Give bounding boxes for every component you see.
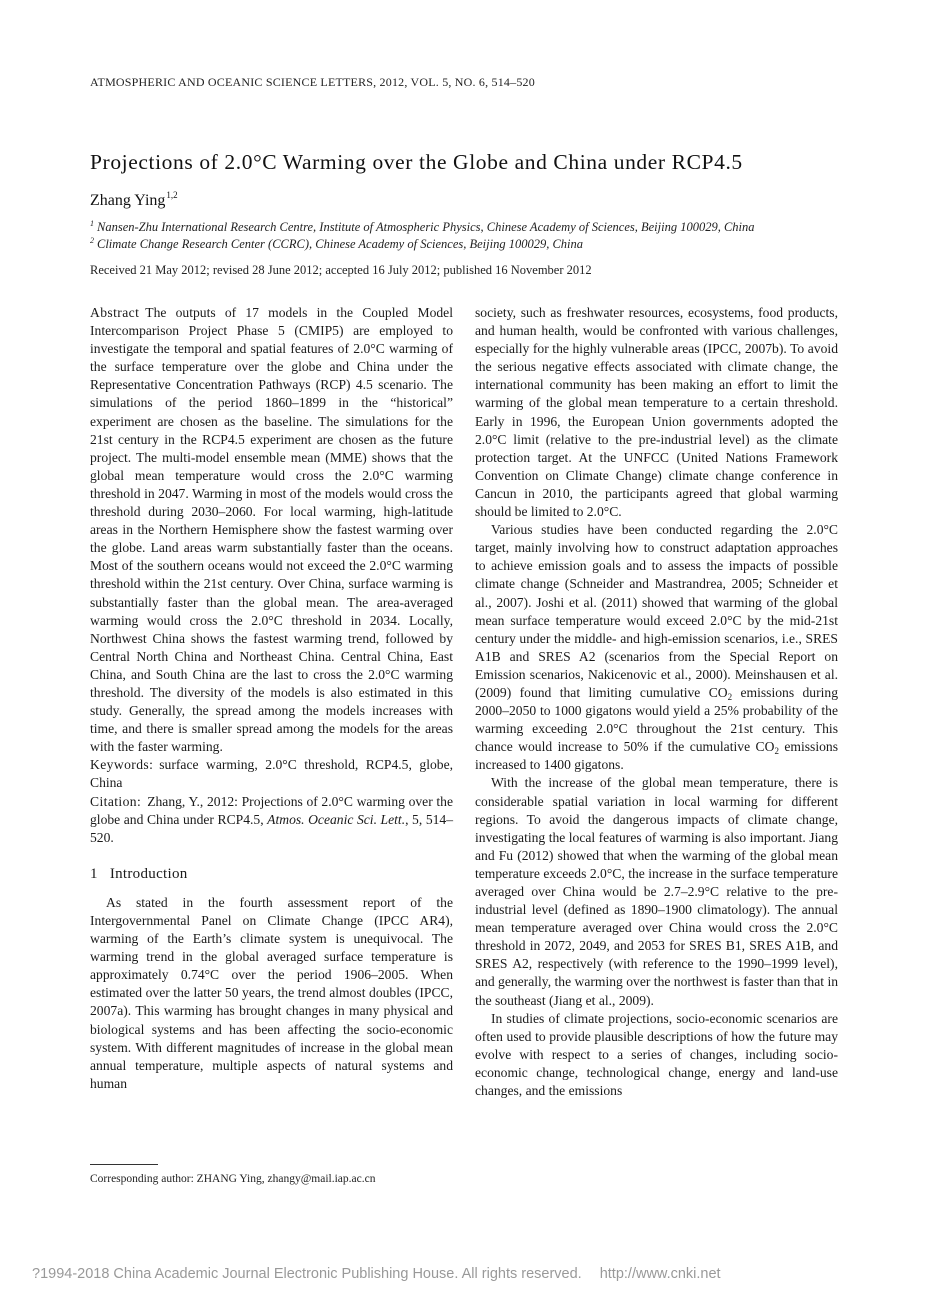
paragraph-text: Various studies have been conducted regarding the 2.0°C target, mainly involving how to construct adaptation approaches to achieve emission goals and to assess the impacts of possible climate change (Schneider and Mastrandrea, 2005; Schneider et al., 2007). Joshi et al. (2011) showed that warming of the global mean surface temperature would exceed 2.0°C by the mid-21st century under the middle- and high-emission scenarios, i.e., SRES A1B and SRES A2 (scenarios from the Special Report on Emission scenarios, Nakicenovic et al., 2000). Meinshausen et al. (2009) found that limiting cumulative CO	[475, 522, 838, 700]
intro-paragraph-1: As stated in the fourth assessment report of the Intergovernmental Panel on Climate Change (IPCC AR4), warming of the Earth’s climate system is unequivocal. The warming trend in the global averaged surface temperature is approximately 0.74°C over the period 1906–2005. When estimated over the latter 50 years, the trend almost doubles (IPCC, 2007a). This warming has brought changes in many physical and biological systems and has been affecting the socio-economic system. With different magnitudes of increase in the global mean annual temperature, multiple aspects of natural systems and human	[90, 894, 453, 1091]
citation	[90, 793, 453, 847]
copyright-text: ?1994-2018 China Academic Journal Electronic Publishing House. All rights reserved.	[32, 1266, 582, 1282]
left-column	[90, 304, 453, 1093]
affiliation-1	[90, 219, 755, 235]
body-paragraph-1: society, such as freshwater resources, ecosystems, food products, and human health, would be confronted with various challenges, especially for the highly vulnerable areas (IPCC, 2007b). To avoid the serious negative effects associated with climate change, the international community has been making an effort to limit the warming of the global mean temperature to a certain threshold. Early in 1996, the European Union governments adopted the 2.0°C limit (relative to the pre-industrial level) as the climate protection target. At the UNFCC (United Nations Framework Convention on Climate Change) climate change conference in Cancun in 2010, the participants agreed that global warming should be limited to 2.0°C.	[475, 305, 838, 520]
paragraph-text: emissions increased to 1400 gigatons.	[475, 739, 839, 773]
affiliation-2	[90, 236, 583, 252]
section-title: Introduction	[109, 865, 188, 882]
subscript: 2	[774, 746, 779, 757]
affiliation-text: Nansen-Zhu International Research Centre, Institute of Atmospheric Physics, Chinese Academy of Sciences, Beijing 100029, China	[97, 220, 755, 234]
author-name: Zhang Ying	[90, 192, 166, 209]
right-column	[475, 304, 838, 1100]
abstract	[90, 304, 453, 756]
citation-volume: , 5, 514–520.	[90, 811, 454, 845]
publication-history: Received 21 May 2012; revised 28 June 2012; accepted 16 July 2012; published 16 November 2012	[90, 263, 592, 277]
copyright-url: http://www.cnki.net	[599, 1266, 721, 1282]
body-paragraph-4: In studies of climate projections, socio-economic scenarios are often used to provide plausible descriptions of how the future may evolve with respect to a series of changes, including socio-economic change, technological change, energy and land-use changes, and the emissions	[475, 1010, 838, 1099]
citation-label: Citation:	[90, 793, 142, 809]
citation-journal: Atmos. Oceanic Sci. Lett.	[267, 811, 406, 827]
subscript: 2	[727, 691, 733, 702]
keywords-text: surface warming, 2.0°C threshold, RCP4.5, globe, China	[90, 757, 453, 791]
abstract-label: Abstract	[90, 305, 140, 320]
affiliation-text: Climate Change Research Center (CCRC), Chinese Academy of Sciences, Beijing 100029, China	[97, 237, 584, 251]
body-paragraph-2	[475, 521, 838, 774]
copyright-line	[32, 1266, 721, 1282]
section-number: 1	[90, 865, 98, 882]
body-paragraph-3: With the increase of the global mean temperature, there is considerable spatial variation in local warming for different regions. To avoid the dangerous impacts of climate change, investigating the local features of warming is also important. Jiang and Fu (2012) showed that when the warming of the global mean temperature exceeds 2.0°C, the increase in the surface temperature averaged over China would be 2.7–2.9°C relative to the pre-industrial level (defined as 1890–1900 climatology). The annual mean temperature averaged over China would cross the 2.0°C threshold in 2072, 2049, and 2053 for SRES B1, SRES A1B, and SRES A2, respectively (with reference to the 1990–1999 level), and generally, the warming over the northwest is faster than that in the southeast (Jiang et al., 2009).	[475, 775, 839, 1008]
author	[90, 190, 178, 210]
citation-text: Zhang, Y., 2012: Projections of 2.0°C warming over the globe and China under RCP4.5,	[90, 793, 453, 827]
footnote-rule	[90, 1164, 158, 1165]
paper-title: Projections of 2.0°C Warming over the Globe and China under RCP4.5	[90, 150, 743, 174]
corresponding-author-footnote: Corresponding author: ZHANG Ying, zhangy@mail.iap.ac.cn	[90, 1173, 376, 1185]
affiliation-mark: 1	[90, 219, 94, 228]
paragraph-text: emissions during 2000–2050 to 1000 gigatons would yield a 25% probability of the warming exceeding 2.0°C throughout the 21st century. This chance would increase to 50% if the cumulative CO	[475, 684, 838, 755]
abstract-text: The outputs of 17 models in the Coupled Model Intercomparison Project Phase 5 (CMIP5) are employed to investigate the temporal and spatial features of 2.0°C warming of the surface temperature over the globe and China under the Representative Concentration Pathways (RCP) 4.5 scenario. The simulations of the period 1860–1899 in the “historical” experiment are chosen as the baseline. The simulations for the 21st century in the RCP4.5 experiment are chosen as the future project. The multi-model ensemble mean (MME) shows that the global mean temperature would cross the 2.0°C warming threshold in 2047. Warming in most of the models would cross the threshold during 2030–2060. For local warming, high-latitude areas in the Northern Hemisphere show the fastest warming over the globe. Land areas warm substantially faster than the oceans. Most of the southern oceans would not exceed the 2.0°C warming threshold within the 21st century. Over China, surface warming is substantially faster than the global mean. The area-averaged warming would cross the 2.0°C threshold in 2034. Locally, Northwest China shows the fastest warming trend, followed by Central North China and Northeast China. Central China, East China, and South China are the last to cross the 2.0°C warming threshold. The diversity of the models is also estimated in this study. Generally, the spread among the models increases with time, and there is smaller spread among the models for the areas with the faster warming.	[90, 305, 453, 755]
journal-header: ATMOSPHERIC AND OCEANIC SCIENCE LETTERS, 2012, VOL. 5, NO. 6, 514–520	[90, 75, 535, 89]
author-affiliation-marks: 1,2	[166, 190, 178, 200]
keywords	[90, 756, 453, 792]
section-heading-introduction	[90, 865, 453, 883]
keywords-label: Keywords:	[90, 757, 154, 773]
affiliation-mark: 2	[90, 236, 94, 245]
